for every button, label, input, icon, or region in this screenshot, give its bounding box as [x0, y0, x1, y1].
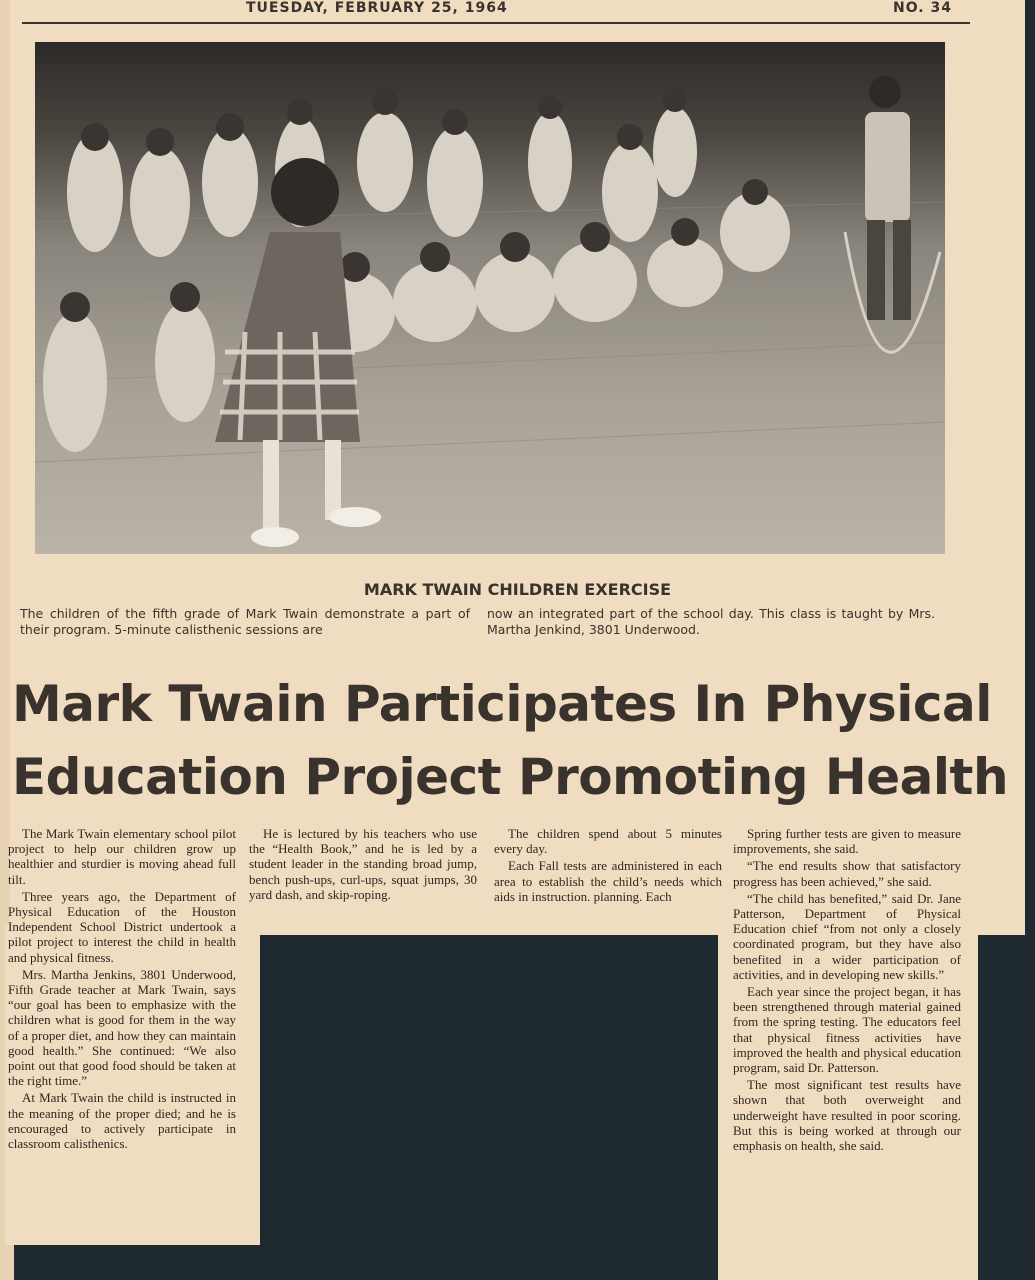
paragraph: He is lectured by his teachers who use the “Health Book,” and he is led by a student leader in the standing broad jump, bench push-ups, curl-ups, squat jumps, 30 yard dash, and skip-roping.	[249, 826, 477, 902]
paragraph: Three years ago, the Department of Physical Education of the Houston Independent School District undertook a pilot project to interest the child in health and physical fitness.	[8, 888, 236, 965]
issue-number: NO. 34	[893, 0, 952, 16]
photo-caption-right: now an integrated part of the school day. This class is taught by Mrs. Martha Jenkind, 3801 Underwood.	[487, 606, 935, 637]
article-headline	[12, 668, 1012, 814]
paragraph: “The end results show that satisfactory progress has been achieved,” she said.	[733, 858, 961, 889]
article-column-2	[249, 826, 477, 904]
paragraph: At Mark Twain the child is instructed in the meaning of the proper died; and he is encouraged to actively participate in classroom calisthenics.	[8, 1090, 236, 1152]
photo-caption-title: MARK TWAIN CHILDREN EXERCISE	[363, 580, 672, 599]
header-rule	[22, 22, 970, 24]
headline-line-1: Mark Twain Participates In Physical	[12, 675, 992, 733]
issue-date: TUESDAY, FEBRUARY 25, 1964	[246, 0, 508, 16]
children-exercise-photo	[35, 42, 945, 554]
paragraph: Spring further tests are given to measure improvements, she said.	[733, 826, 961, 857]
paragraph: Each Fall tests are administered in each area to establish the child’s needs which aids in instruction. planning. Each	[494, 858, 722, 904]
paragraph: Mrs. Martha Jenkins, 3801 Underwood, Fifth Grade teacher at Mark Twain, says “our goal has been to emphasize with the children what is good for them in the way of a proper diet, and how they can maintain good health.” She continued: “We also point out that good food should be taken at the right time.”	[8, 966, 236, 1089]
paragraph: “The child has benefited,” said Dr. Jane Patterson, Department of Physical Education chief “from not only a closely coordinated program, but they have also benefited in a wider participation of activities, and in developing new skills.”	[733, 890, 961, 982]
article-column-3	[494, 826, 722, 906]
paragraph: The most significant test results have shown that both overweight and underweight have resulted in poor scoring. But this is being worked at through our emphasis on health, she said.	[733, 1077, 961, 1154]
article-column-1	[8, 826, 236, 1153]
paragraph: Each year since the project began, it has been strengthened through material gained from the spring testing. The educators feel that physical fitness activities have improved the health and physical education program, said Dr. Patterson.	[733, 984, 961, 1076]
article-column-4	[733, 826, 961, 1155]
paragraph: The children spend about 5 minutes every day.	[494, 826, 722, 857]
paragraph: The Mark Twain elementary school pilot project to help our children grow up healthier and sturdier is moving ahead full tilt.	[8, 826, 236, 887]
photo-caption-left: The children of the fifth grade of Mark Twain demonstrate a part of their program. 5-minute calisthenic sessions are	[20, 606, 470, 637]
news-photo	[35, 42, 945, 554]
headline-line-2: Education Project Promoting Health	[12, 748, 1009, 806]
